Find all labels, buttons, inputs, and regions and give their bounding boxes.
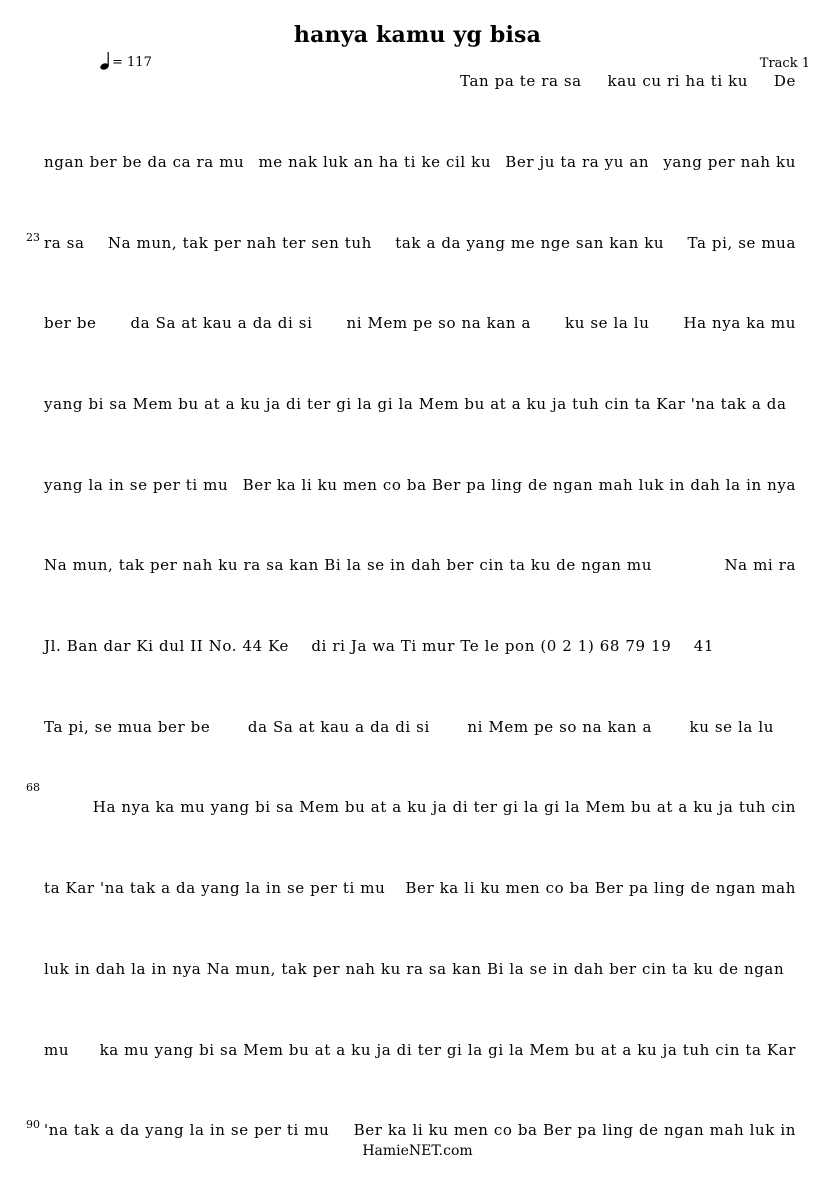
lyric-segment: Ber ka li ku men co ba Ber pa ling de ngan mah — [405, 879, 796, 897]
lyric-line-13 — [44, 1041, 796, 1059]
lyric-segment: ra sa — [44, 234, 85, 252]
lyric-segment: yang la in se per ti mu — [44, 476, 229, 494]
lyric-segment: Na mun, tak per nah ter sen tuh — [107, 234, 372, 252]
lyric-segment: Jl. Ban dar Ki dul II No. 44 Ke — [44, 637, 290, 655]
lyric-segment: ta Kar 'na tak a da yang la in se per ti mu — [44, 879, 386, 897]
lyric-segment: tak a da yang me nge san kan ku — [395, 234, 665, 252]
lyric-segment: yang bi sa Mem bu at a ku ja di ter gi la gi la Mem bu at a ku ja tuh cin ta Kar 'na tak a da — [44, 395, 787, 413]
track-label: Track 1 — [759, 56, 810, 71]
lyric-line-14 — [44, 1121, 796, 1139]
lyric-segment: ni Mem pe so na kan a — [467, 718, 652, 736]
measure-number-68: 68 — [26, 781, 40, 794]
lyric-segment: Ta pi, se mua — [687, 234, 796, 252]
lyric-line-5 — [44, 395, 796, 413]
lyric-line-6 — [44, 476, 796, 494]
tempo-marking — [100, 52, 152, 70]
lyric-segment: ku se la lu — [565, 314, 650, 332]
lyric-line-1 — [460, 72, 796, 90]
lyric-segment: kau cu ri ha ti ku — [607, 72, 749, 90]
lyric-segment: yang per nah ku — [663, 153, 796, 171]
lyric-line-3 — [44, 234, 796, 252]
lyric-segment: da Sa at kau a da di si — [130, 314, 313, 332]
song-title: hanya kamu yg bisa — [293, 22, 542, 48]
lyric-line-12 — [44, 960, 796, 978]
lyric-line-9 — [44, 718, 774, 736]
lyric-segment: ber be — [44, 314, 97, 332]
lyric-line-8 — [44, 637, 714, 655]
measure-number-90: 90 — [26, 1118, 40, 1131]
lyric-segment: Tan pa te ra sa — [460, 72, 582, 90]
lyric-segment: di ri Ja wa Ti mur Te le pon (0 2 1) 68 79 19 — [311, 637, 672, 655]
lyric-segment: 'na tak a da yang la in se per ti mu — [44, 1121, 330, 1139]
lyric-segment: luk in dah la in nya Na mun, tak per nah ku ra sa kan Bi la se in dah ber cin ta ku de ngan — [44, 960, 785, 978]
lyric-segment: Ber ka li ku men co ba Ber pa ling de ngan mah luk in dah la in nya — [242, 476, 796, 494]
lyric-line-4 — [44, 314, 796, 332]
lyric-segment: ka mu yang bi sa Mem bu at a ku ja di ter gi la gi la Mem bu at a ku ja tuh cin ta Kar — [99, 1041, 796, 1059]
lyric-segment: ku se la lu — [689, 718, 774, 736]
lyric-segment: ngan ber be da ca ra mu — [44, 153, 245, 171]
lyric-segment: Na mun, tak per nah ku ra sa kan Bi la se in dah ber cin ta ku de ngan mu — [44, 556, 652, 574]
lyric-segment: ni Mem pe so na kan a — [346, 314, 532, 332]
measure-number-23: 23 — [26, 231, 40, 244]
lyric-segment: Ha nya ka mu yang bi sa Mem bu at a ku ja di ter gi la gi la Mem bu at a ku ja tuh cin — [92, 798, 796, 816]
quarter-note-icon — [100, 52, 110, 70]
lyric-line-10 — [44, 798, 796, 816]
lyric-segment: Na mi ra — [724, 556, 796, 574]
lyric-segment: me nak luk an ha ti ke cil ku — [258, 153, 492, 171]
lyric-line-7 — [44, 556, 796, 574]
tempo-value: = 117 — [112, 55, 152, 70]
lyric-segment: Ta pi, se mua ber be — [44, 718, 211, 736]
lyric-segment: 41 — [693, 637, 714, 655]
lyric-segment: De — [773, 72, 796, 90]
lyric-segment: mu — [44, 1041, 70, 1059]
lyric-segment: Ber ju ta ra yu an — [505, 153, 650, 171]
lyric-line-11 — [44, 879, 796, 897]
lyric-segment: da Sa at kau a da di si — [247, 718, 430, 736]
lyric-segment: Ber ka li ku men co ba Ber pa ling de ngan mah luk in — [353, 1121, 796, 1139]
lyric-segment: Ha nya ka mu — [683, 314, 796, 332]
lyric-line-2 — [44, 153, 796, 171]
footer-site-name: HamieNET.com — [362, 1143, 473, 1159]
